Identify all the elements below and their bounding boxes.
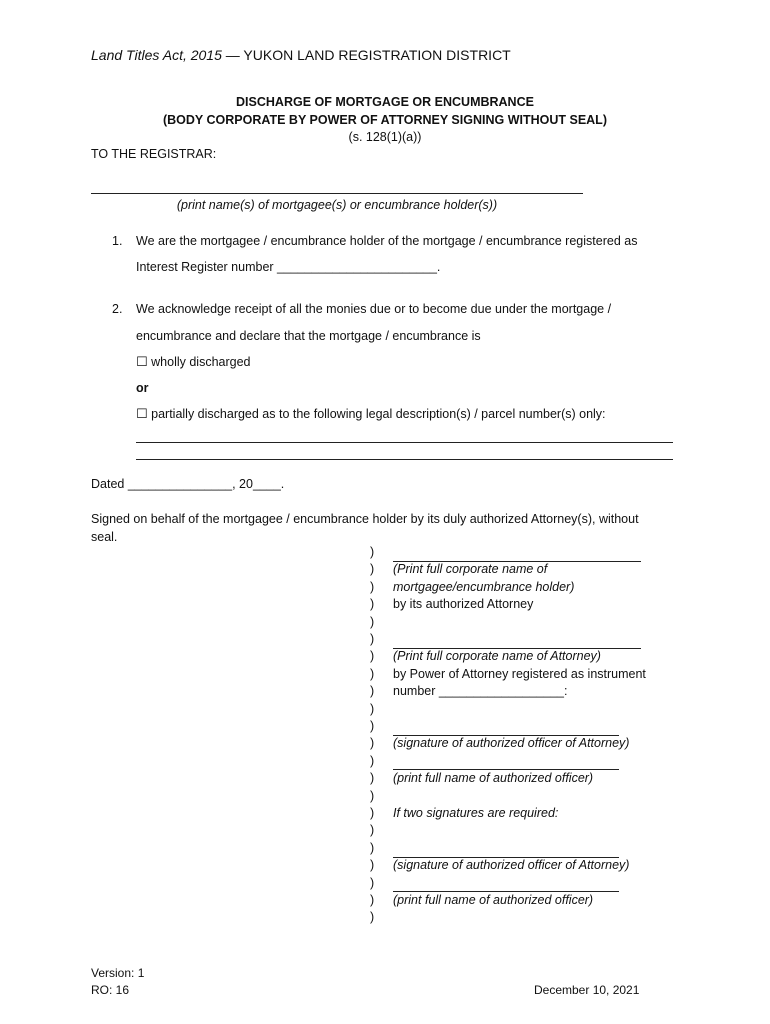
corporate-name-caption-2: mortgagee/encumbrance holder) [393, 580, 575, 594]
bracket-paren: ) [370, 562, 375, 577]
bracket-paren: ) [370, 666, 375, 681]
bracket-paren: ) [370, 893, 375, 907]
or-separator: or [136, 381, 149, 395]
interest-register-number-field[interactable]: Interest Register number _______________________. [136, 260, 441, 274]
bracket-paren: ) [370, 614, 375, 629]
bracket-paren: ) [370, 806, 375, 820]
para1-text-line1: We are the mortgagee / encumbrance holder of the mortgage / encumbrance registered as [136, 234, 638, 248]
officer-signature-caption: (signature of authorized officer of Attorney) [393, 736, 630, 750]
legal-description-field-1[interactable] [136, 442, 673, 443]
bracket-paren: ) [370, 701, 375, 716]
bracket-paren: ) [370, 823, 375, 838]
dated-field[interactable]: Dated _______________, 20____. [91, 477, 285, 491]
attorney-name-caption: (Print full corporate name of Attorney) [393, 649, 601, 663]
bracket-paren: ) [370, 910, 375, 925]
bracket-paren: ) [370, 858, 375, 873]
officer-signature-caption-2: (signature of authorized officer of Attorney) [393, 858, 630, 872]
ro-label: RO: 16 [91, 983, 130, 997]
holder-name-field[interactable] [91, 182, 583, 194]
para2-text-line2: encumbrance and declare that the mortgage / encumbrance is [136, 329, 481, 343]
bracket-paren: ) [370, 840, 375, 855]
para2-number: 2. [112, 302, 123, 316]
wholly-label: wholly discharged [151, 355, 251, 369]
bracket-paren: ) [370, 788, 375, 803]
district-name: — YUKON LAND REGISTRATION DISTRICT [221, 47, 511, 63]
officer-name-field-2[interactable] [393, 891, 619, 892]
holder-name-caption: (print name(s) of mortgagee(s) or encumbrance holder(s)) [176, 198, 498, 212]
signed-statement-line2: seal. [91, 530, 118, 544]
bracket-paren: ) [370, 771, 375, 786]
section-reference: (s. 128(1)(a)) [348, 130, 422, 144]
officer-name-caption-2: (print full name of authorized officer) [393, 893, 594, 907]
legal-description-field-2[interactable] [136, 459, 673, 460]
bracket-paren: ) [370, 753, 375, 768]
signed-statement-line1: Signed on behalf of the mortgagee / encumbrance holder by its duly authorized Attorney(s), without [91, 512, 639, 526]
bracket-paren: ) [370, 875, 375, 890]
corporate-name-caption-3: by its authorized Attorney [393, 597, 534, 611]
para1-number: 1. [112, 234, 123, 248]
bracket-paren: ) [370, 719, 375, 733]
act-name: Land Titles Act, 2015 [91, 47, 222, 63]
corporate-name-caption-1: (Print full corporate name of [393, 562, 548, 576]
bracket-paren: ) [370, 579, 375, 594]
option-wholly-discharged[interactable] [136, 354, 251, 370]
bracket-paren: ) [370, 736, 375, 751]
version-label: Version: 1 [91, 966, 145, 980]
form-subtitle: (BODY CORPORATE BY POWER OF ATTORNEY SIGNING WITHOUT SEAL) [162, 113, 607, 127]
officer-name-caption: (print full name of authorized officer) [393, 771, 594, 785]
bracket-paren: ) [370, 597, 375, 612]
revision-date: December 10, 2021 [534, 983, 640, 997]
wholly-checkbox[interactable]: ☐ [136, 354, 148, 369]
officer-name-field[interactable] [393, 769, 619, 770]
document-header [91, 47, 511, 63]
form-title: DISCHARGE OF MORTGAGE OR ENCUMBRANCE [236, 95, 534, 109]
bracket-paren: ) [370, 632, 375, 646]
bracket-paren: ) [370, 649, 375, 664]
poa-text-line1: by Power of Attorney registered as instrument [393, 667, 646, 681]
bracket-paren: ) [370, 684, 375, 699]
bracket-paren: ) [370, 545, 375, 559]
addressee: TO THE REGISTRAR: [91, 147, 217, 161]
option-partially-discharged[interactable] [136, 406, 606, 422]
para2-text-line1: We acknowledge receipt of all the monies due or to become due under the mortgage / [136, 302, 612, 316]
partial-checkbox[interactable]: ☐ [136, 406, 148, 421]
poa-instrument-number-field[interactable]: number __________________: [393, 684, 568, 698]
two-signatures-note: If two signatures are required: [393, 806, 559, 820]
partial-label: partially discharged as to the following legal description(s) / parcel number(s) only: [151, 407, 606, 421]
